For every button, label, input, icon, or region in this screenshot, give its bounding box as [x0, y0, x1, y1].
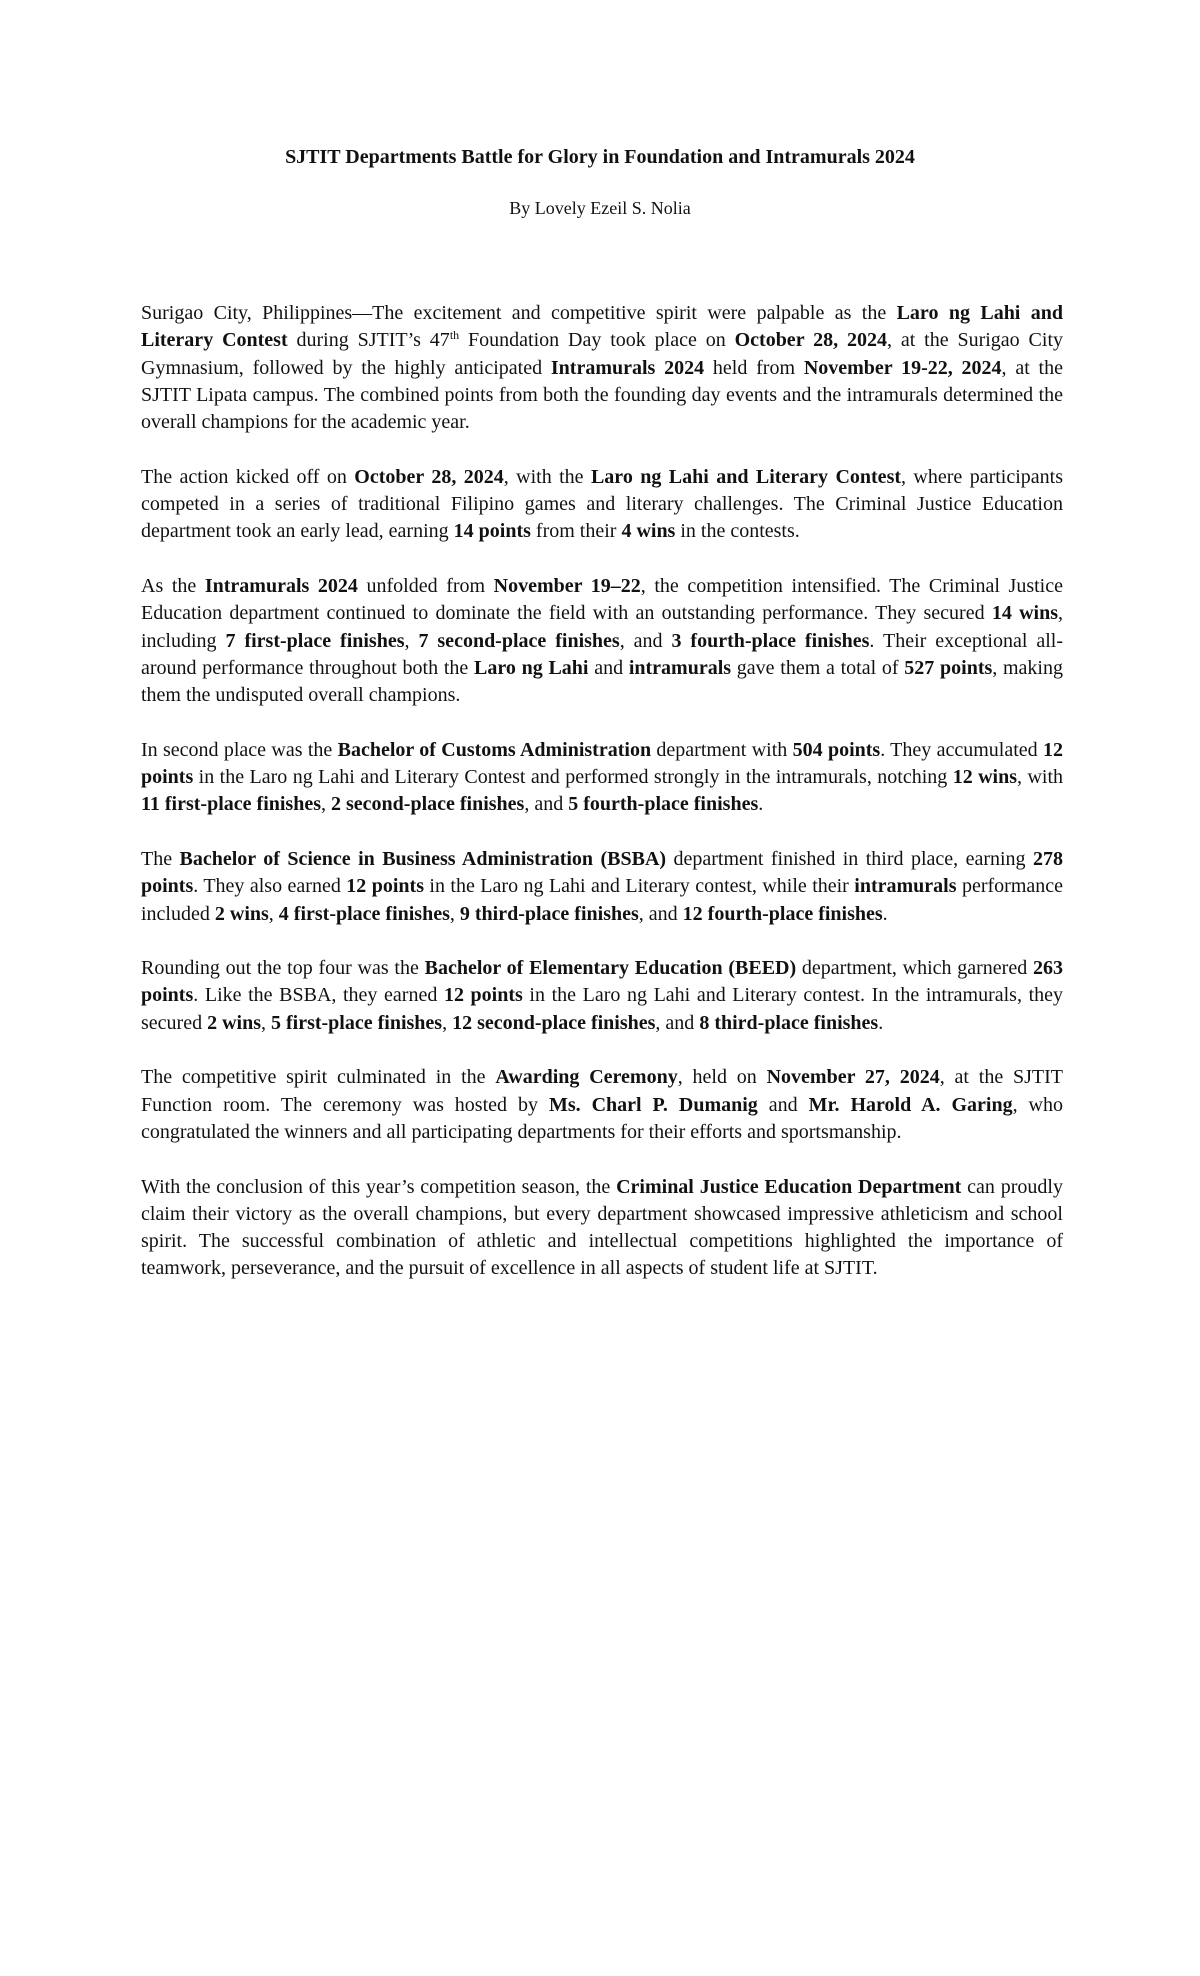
p4-text: .	[758, 793, 764, 816]
article-byline: By Lovely Ezeil S. Nolia	[509, 198, 691, 218]
p2-bold: Laro ng Lahi and Literary Contest	[590, 465, 902, 488]
p5-bold: 4 first-place finishes	[278, 902, 450, 925]
p4-bold: Bachelor of Customs Administration	[337, 738, 652, 761]
p2-text: The action kicked off on	[141, 465, 355, 488]
p5-bold: Bachelor of Science in Business Administration (BSBA)	[179, 847, 667, 870]
paragraph-2	[141, 464, 1063, 546]
p6-text: ,	[260, 1011, 271, 1034]
p4-bold: 5 fourth-place finishes	[568, 793, 759, 816]
p7-text: , at the SJTIT Function room. The ceremony was hosted by	[141, 1066, 1064, 1116]
p4-bold: 504 points	[792, 738, 881, 761]
p5-bold: 12 points	[346, 875, 424, 898]
p5-bold: intramurals	[854, 875, 957, 898]
paragraph-7	[141, 1064, 1063, 1146]
p7-bold: November 27, 2024	[766, 1066, 940, 1089]
p5-text: The	[141, 847, 180, 870]
p6-bold: 263 points	[141, 957, 1063, 1007]
paragraph-6	[141, 955, 1063, 1037]
p5-bold: 2 wins	[214, 902, 269, 925]
p3-bold: 7 second-place finishes	[418, 629, 620, 652]
p3-text: , making them the undisputed overall champions.	[141, 656, 1063, 707]
p3-bold: Laro ng Lahi	[474, 656, 589, 679]
p3-text: , the competition intensified. The Criminal Justice Education department continued to dominate the field with an outstanding performance. They secured	[141, 574, 1063, 625]
p4-bold: 12 wins	[952, 766, 1018, 789]
paragraph-5	[141, 846, 1063, 928]
p3-bold: November 19–22	[493, 574, 641, 597]
paragraph-4	[141, 737, 1063, 819]
p6-bold: 2 wins	[207, 1011, 261, 1034]
p7-text: and	[757, 1093, 809, 1116]
p5-bold: 278 points	[141, 847, 1063, 898]
p5-bold: 12 fourth-place finishes	[682, 902, 883, 925]
p2-bold: October 28, 2024	[354, 465, 504, 488]
paragraph-8	[141, 1174, 1063, 1283]
p5-text: performance included	[141, 875, 1064, 925]
p6-text: department, which garnered	[796, 957, 1033, 980]
p6-text: ,	[442, 1011, 453, 1034]
p3-text: , including	[141, 602, 1063, 652]
p7-bold: Awarding Ceremony	[495, 1066, 678, 1089]
p1-bold: Intramurals 2024	[550, 356, 705, 379]
p3-bold: 14 wins	[991, 602, 1058, 625]
p6-bold: 8 third-place finishes	[699, 1011, 879, 1034]
p7-bold: Mr. Harold A. Garing	[808, 1093, 1013, 1116]
p1-text: , at the SJTIT Lipata campus. The combined points from both the founding day events and the intramurals determined the overall champions for the academic year.	[141, 356, 1063, 434]
p1-bold: Laro ng Lahi and Literary Contest	[141, 302, 1064, 352]
p6-bold: 12 points	[443, 984, 523, 1007]
p5-text: , and	[638, 902, 683, 925]
p1-bold: October 28, 2024	[734, 329, 887, 352]
p4-text: , with	[1017, 766, 1064, 789]
p5-bold: 9 third-place finishes	[459, 902, 639, 925]
p8-text: With the conclusion of this year’s competition season, the	[141, 1175, 617, 1198]
p3-bold: 527 points	[904, 656, 993, 679]
p6-bold: 12 second-place finishes	[452, 1011, 656, 1034]
p7-text: , held on	[677, 1066, 767, 1089]
p4-text: , and	[524, 793, 569, 816]
p4-bold: 12 points	[141, 738, 1064, 789]
p2-bold: 4 wins	[621, 520, 676, 543]
p3-text: . Their exceptional all-around performance throughout both the	[141, 629, 1064, 679]
p2-bold: 14 points	[453, 520, 531, 543]
p1-text: Foundation Day took place on	[459, 329, 735, 352]
p6-text: , and	[655, 1011, 700, 1034]
p4-bold: 11 first-place finishes	[141, 793, 321, 816]
p7-text: The competitive spirit culminated in the	[141, 1066, 496, 1089]
paragraph-3	[141, 573, 1063, 709]
p3-text: gave them a total of	[731, 656, 905, 679]
p4-text: in the Laro ng Lahi and Literary Contest and performed strongly in the intramurals, notching	[193, 766, 953, 789]
p3-text: and	[588, 656, 629, 679]
p7-text: , who congratulated the winners and all participating departments for their efforts and sportsmanship.	[141, 1093, 1063, 1143]
p8-text: can proudly claim their victory as the overall champions, but every department showcased impressive athleticism and school spirit. The successful combination of athletic and intellectual competitions highlighted the importance of teamwork, perseverance, and the pursuit of excellence in all aspects of student life at SJTIT.	[141, 1175, 1063, 1280]
p1-text: held from	[704, 356, 804, 379]
article-title: SJTIT Departments Battle for Glory in Foundation and Intramurals 2024	[285, 146, 915, 168]
p3-text: unfolded from	[357, 574, 494, 597]
p3-bold: Intramurals 2024	[204, 574, 358, 597]
p5-text: .	[882, 902, 888, 925]
p4-bold: 2 second-place finishes	[331, 793, 525, 816]
p3-text: , and	[619, 629, 672, 652]
p2-text: in the contests.	[675, 520, 800, 543]
p6-text: .	[878, 1011, 884, 1034]
p4-text: ,	[321, 793, 331, 816]
p5-text: department finished in third place, earning	[666, 847, 1033, 870]
p4-text: . They accumulated	[880, 738, 1044, 761]
p7-bold: Ms. Charl P. Dumanig	[548, 1093, 758, 1116]
p3-bold: intramurals	[628, 656, 732, 679]
p6-text: Rounding out the top four was the	[141, 957, 425, 980]
p8-bold: Criminal Justice Education Department	[616, 1175, 962, 1198]
p6-text: . Like the BSBA, they earned	[193, 984, 444, 1007]
p5-text: in the Laro ng Lahi and Literary contest, while their	[423, 875, 855, 898]
p1-bold: November 19-22, 2024	[803, 356, 1002, 379]
p1-text: Surigao City, Philippines—The excitement and competitive spirit were palpable as the	[141, 302, 897, 324]
p4-text: department with	[651, 738, 793, 761]
p3-text: As the	[141, 574, 205, 597]
p6-bold: Bachelor of Elementary Education (BEED)	[424, 957, 797, 980]
p5-text: ,	[449, 902, 460, 925]
p1-text: during SJTIT’s 47	[287, 329, 450, 352]
paragraph-1	[141, 300, 1063, 436]
p2-text: from their	[530, 520, 622, 543]
p1-superscript: th	[449, 328, 460, 343]
article-body	[141, 300, 1063, 1310]
p5-text: . They also earned	[193, 875, 347, 898]
p3-bold: 7 first-place finishes	[225, 629, 405, 652]
p1-text: , at the Surigao City Gymnasium, followed by the highly anticipated	[141, 329, 1064, 379]
p5-text: ,	[268, 902, 279, 925]
p3-bold: 3 fourth-place finishes	[671, 629, 870, 652]
p2-text: , where participants competed in a series of traditional Filipino games and literary challenges. The Criminal Justice Education department took an early lead, earning	[141, 465, 1063, 543]
p2-text: , with the	[503, 465, 591, 488]
p3-text: ,	[404, 629, 419, 652]
p4-text: In second place was the	[141, 738, 338, 761]
p6-bold: 5 first-place finishes	[270, 1011, 443, 1034]
p6-text: in the Laro ng Lahi and Literary contest. In the intramurals, they secured	[141, 984, 1063, 1034]
